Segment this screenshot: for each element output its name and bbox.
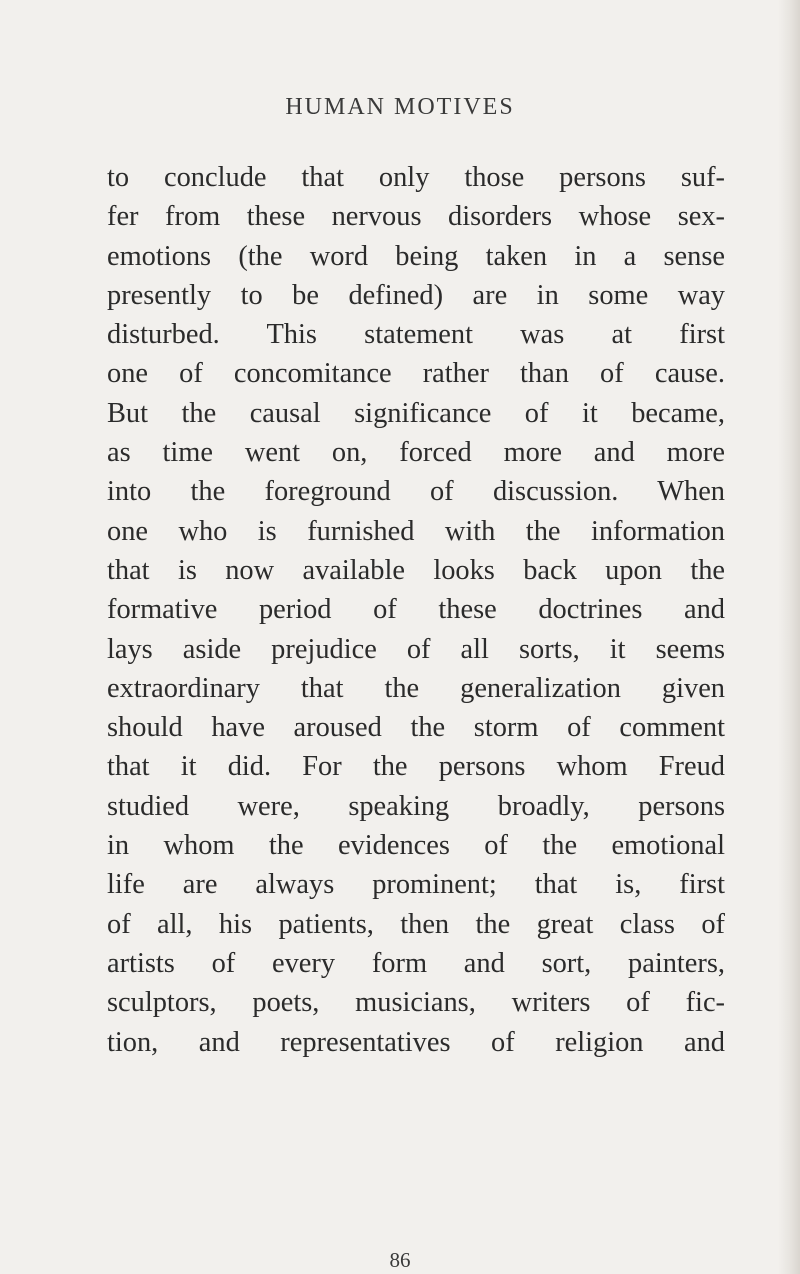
text-line: fer from these nervous disorders whose sex- <box>107 201 725 233</box>
text-line: emotions (the word being taken in a sense <box>107 240 725 272</box>
body-text <box>107 158 725 1062</box>
text-line: tion, and representatives of religion and <box>107 1026 725 1058</box>
text-line: But the causal significance of it became, <box>107 397 725 429</box>
text-line: presently to be defined) are in some way <box>107 279 725 311</box>
text-line: one who is furnished with the information <box>107 515 725 547</box>
text-line: of all, his patients, then the great class of <box>107 908 725 940</box>
text-line: life are always prominent; that is, first <box>107 869 725 901</box>
running-head: HUMAN MOTIVES <box>285 94 515 120</box>
text-line: artists of every form and sort, painters, <box>107 947 725 979</box>
page-number: 86 <box>389 1248 411 1272</box>
text-line: lays aside prejudice of all sorts, it seems <box>107 633 725 665</box>
text-line: to conclude that only those persons suf- <box>107 162 725 193</box>
text-line: extraordinary that the generalization given <box>107 672 725 704</box>
text-line: that is now available looks back upon the <box>107 554 725 586</box>
text-line: as time went on, forced more and more <box>107 437 725 469</box>
text-line: in whom the evidences of the emotional <box>107 830 725 862</box>
text-line: studied were, speaking broadly, persons <box>107 790 725 822</box>
text-line: formative period of these doctrines and <box>107 594 725 626</box>
text-line: one of concomitance rather than of cause. <box>107 358 725 390</box>
text-line: into the foreground of discussion. When <box>107 476 725 508</box>
text-line: should have aroused the storm of comment <box>107 712 725 744</box>
page-edge-shadow <box>778 0 800 1274</box>
text-line: disturbed. This statement was at first <box>107 319 725 351</box>
text-line: sculptors, poets, musicians, writers of fic- <box>107 987 725 1019</box>
text-line: that it did. For the persons whom Freud <box>107 751 725 783</box>
